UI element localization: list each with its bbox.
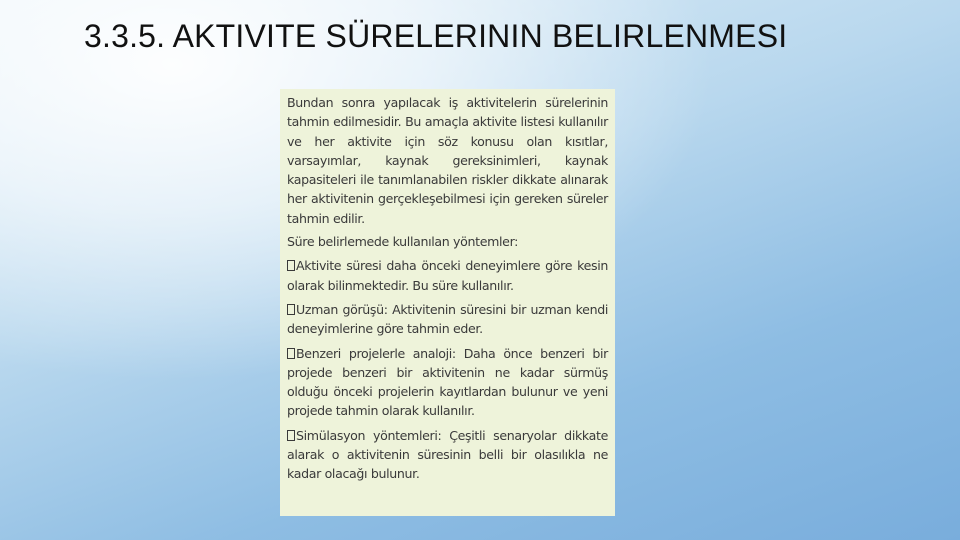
list-item	[287, 256, 608, 295]
checkbox-glyph-icon	[287, 430, 295, 441]
list-item-text: Benzeri projelerle analoji: Daha önce benzeri bir projede benzeri bir aktivitenin ne kadar sürmüş olduğu önceki projelerin kayıtlardan bulunur ve yeni projede tahmin olarak kullanılır.	[287, 345, 608, 419]
list-item	[287, 300, 608, 339]
intro-paragraph: Bundan sonra yapılacak iş aktivitelerin sürelerinin tahmin edilmesidir. Bu amaçla aktivite listesi kullanılır ve her aktivite için söz konusu olan kısıtlar, varsayımlar, kaynak gereksinimleri, kaynak kapasiteleri ile tanımlanabilen riskler dikkate alınarak her aktivitenin gerçekleşebilmesi için gereken süreler tahmin edilir.	[287, 95, 608, 226]
list-item-text: Uzman görüşü: Aktivitenin süresini bir uzman kendi deneyimlerine göre tahmin eder.	[287, 301, 608, 337]
list-item	[287, 426, 608, 484]
list-item-text: Simülasyon yöntemleri: Çeşitli senaryolar dikkate alarak o aktivitenin süresinin belli bir olasılıkla ne kadar olacağı bulunur.	[287, 427, 608, 482]
methods-heading: Süre belirlemede kullanılan yöntemler:	[287, 234, 519, 250]
slide-title: 3.3.5. AKTIVITE SÜRELERININ BELIRLENMESI	[84, 18, 788, 54]
checkbox-glyph-icon	[287, 260, 295, 271]
checkbox-glyph-icon	[287, 348, 295, 359]
list-item	[287, 344, 608, 421]
list-item-text: Aktivite süresi daha önceki deneyimlere göre kesin olarak bilinmektedir. Bu süre kullanılır.	[287, 258, 608, 293]
text-panel	[280, 89, 615, 516]
checkbox-glyph-icon	[287, 304, 295, 315]
